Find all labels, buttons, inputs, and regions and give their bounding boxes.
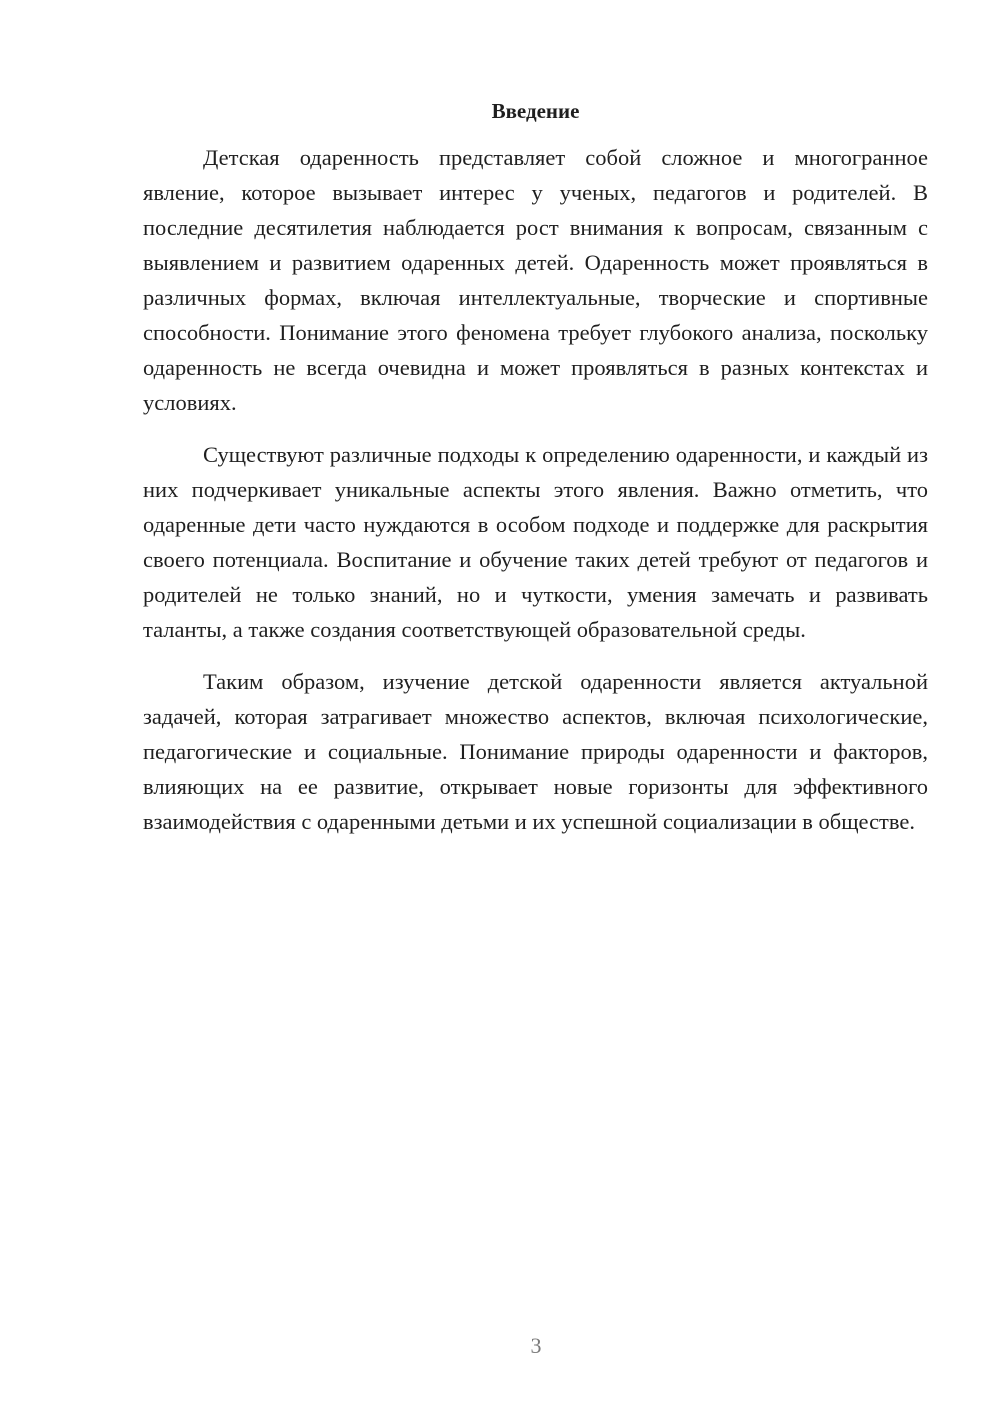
paragraph-1: Детская одаренность представляет собой сложное и многогранное явление, которое вызывает интерес у ученых, педагогов и родителей. В последние десятилетия наблюдается рост внимания к вопросам, связанным с выявлением и развитием одаренных детей. Одаренность может проявляться в различных формах, включая интеллектуальные, творческие и спортивные способности. Понимание этого феномена требует глубокого анализа, поскольку одаренность не всегда очевидна и может проявляться в разных контекстах и условиях. <box>143 145 928 415</box>
page-title: Введение <box>491 99 580 123</box>
page-number: 3 <box>530 1333 542 1358</box>
paragraph-3: Таким образом, изучение детской одаренности является актуальной задачей, которая затрагивает множество аспектов, включая психологические, педагогические и социальные. Понимание природы одаренности и факторов, влияющих на ее развитие, открывает новые горизонты для эффективного взаимодействия с одаренными детьми и их успешной социализации в обществе. <box>143 669 928 834</box>
paragraph-2: Существуют различные подходы к определению одаренности, и каждый из них подчеркивает уникальные аспекты этого явления. Важно отметить, что одаренные дети часто нуждаются в особом подходе и поддержке для раскрытия своего потенциала. Воспитание и обучение таких детей требуют от педагогов и родителей не только знаний, но и чуткости, умения замечать и развивать таланты, а также создания соответствующей образовательной среды. <box>143 442 928 642</box>
page-content <box>143 96 928 856</box>
